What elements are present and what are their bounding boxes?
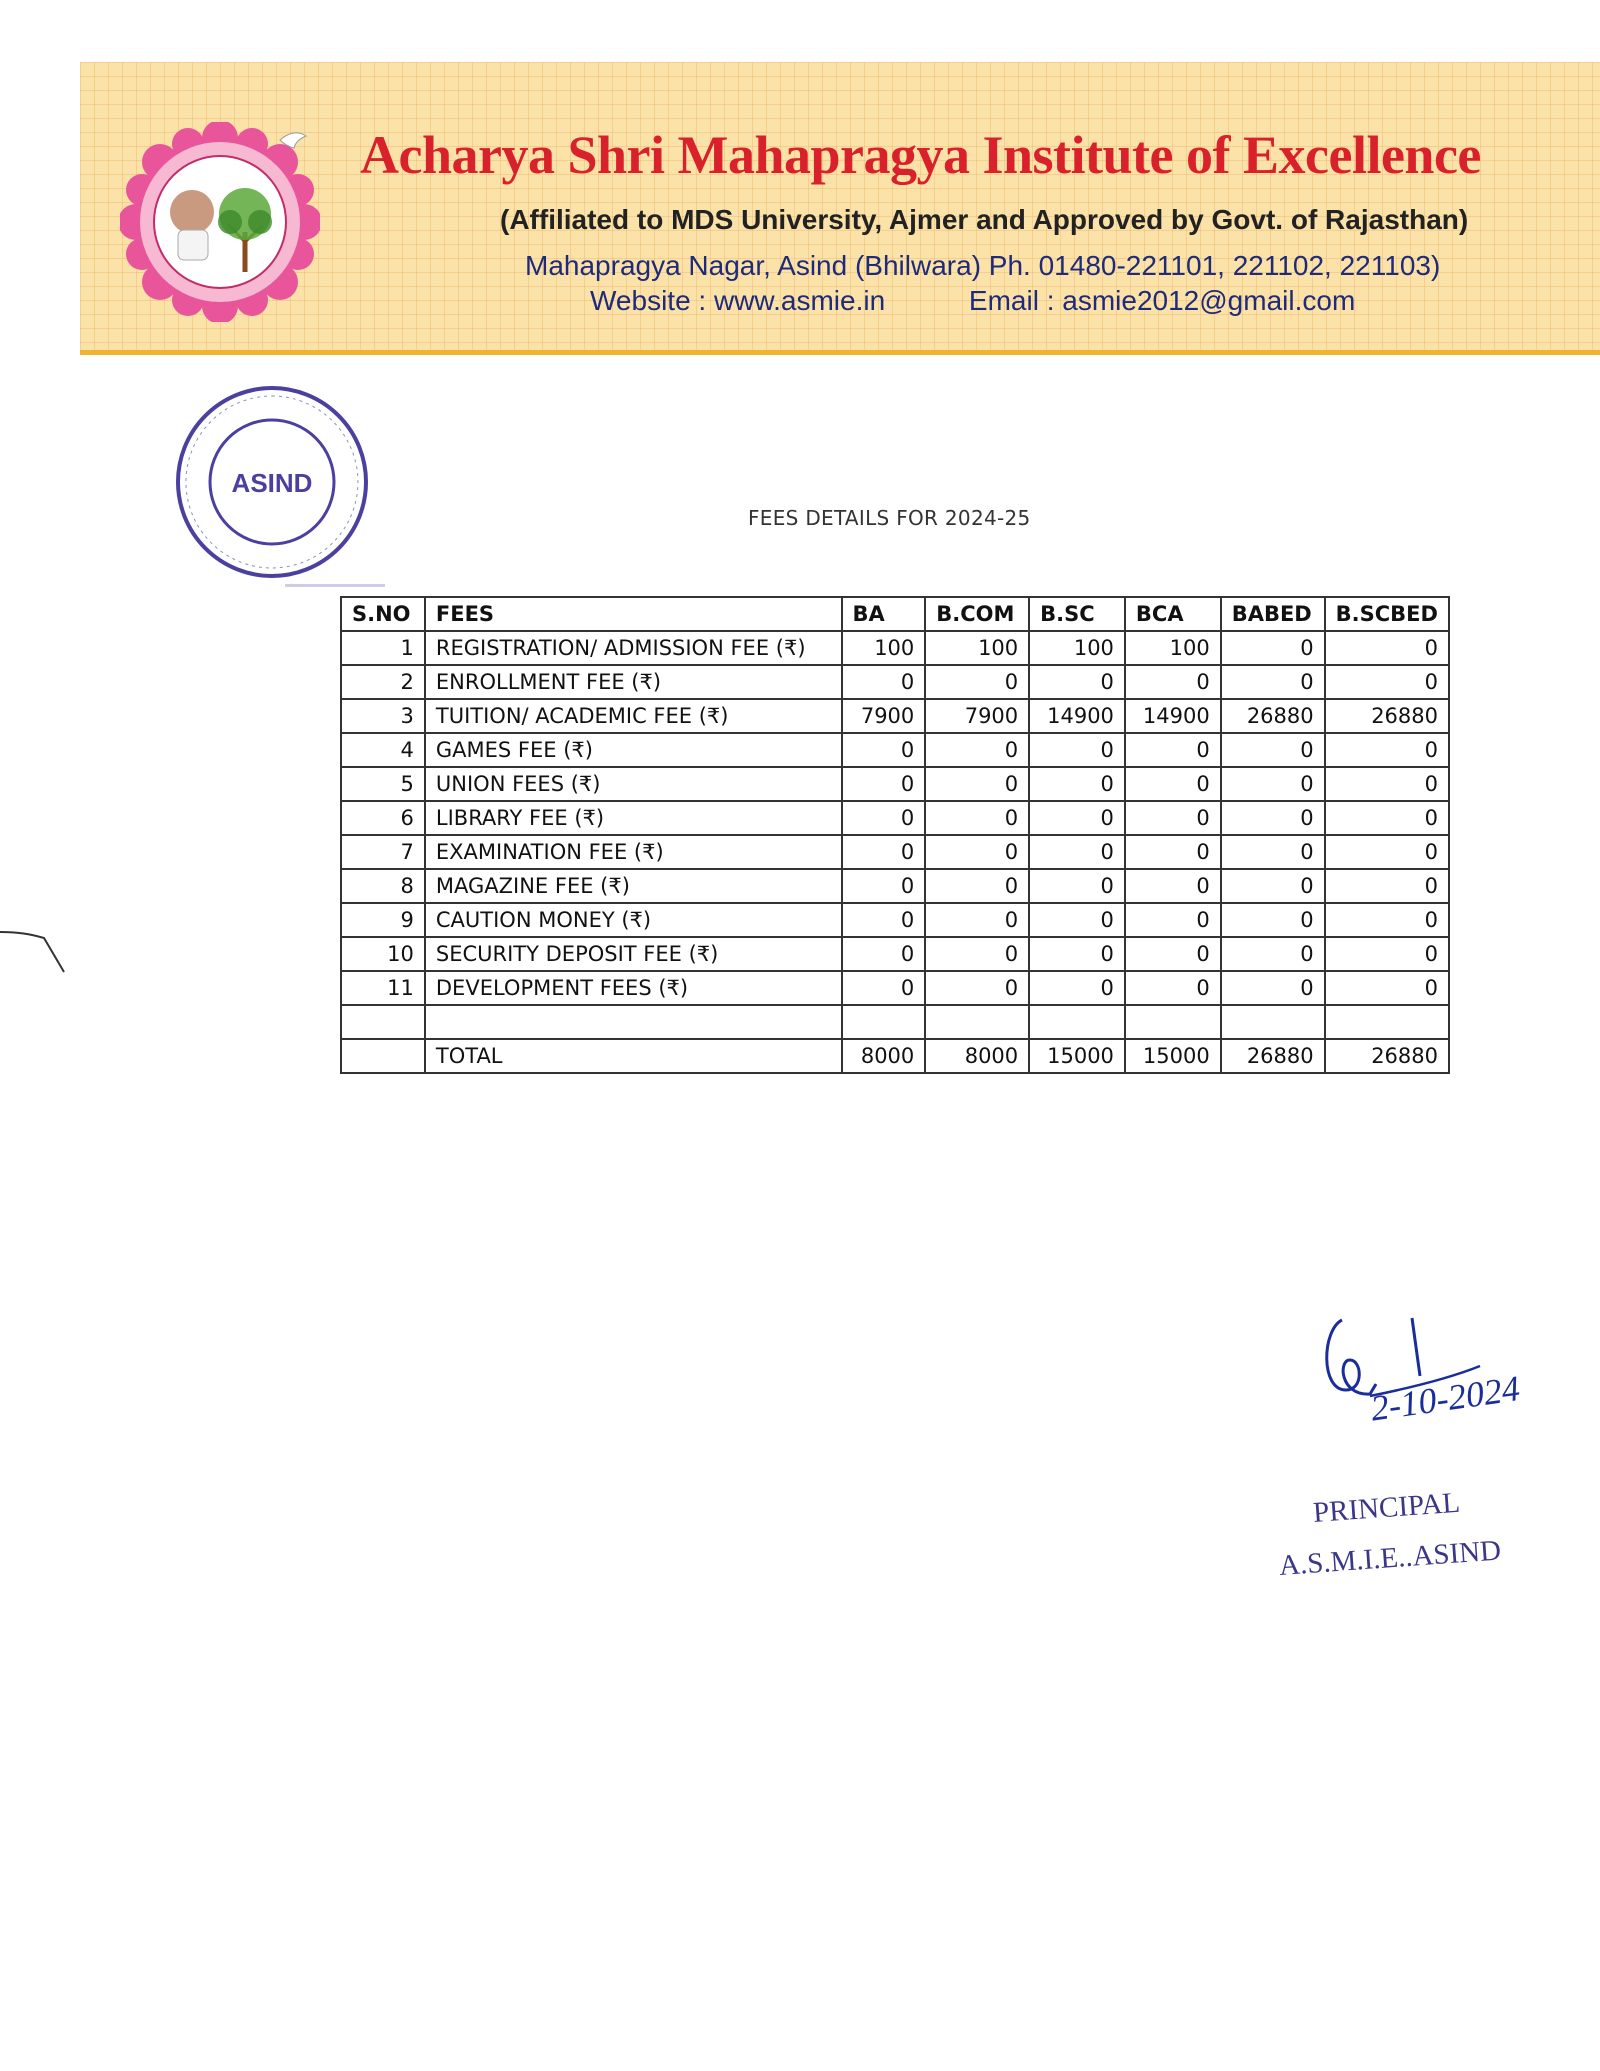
pen-stroke-mark	[0, 918, 80, 978]
header-sno: S.NO	[341, 597, 425, 631]
svg-text:ASIND: ASIND	[231, 468, 313, 498]
cell-babed: 0	[1221, 767, 1325, 801]
table-row	[341, 801, 1449, 835]
cell-bca: 0	[1125, 903, 1221, 937]
cell-bcom: 0	[925, 733, 1029, 767]
cell-bscbed: 26880	[1325, 1039, 1449, 1073]
cell-sno: 3	[341, 699, 425, 733]
header-fees: FEES	[425, 597, 842, 631]
cell-bscbed: 0	[1325, 869, 1449, 903]
cell-babed: 26880	[1221, 1039, 1325, 1073]
cell-ba: 0	[842, 835, 926, 869]
cell-bsc: 0	[1029, 733, 1125, 767]
institute-name: Acharya Shri Mahapragya Institute of Excellence	[360, 125, 1481, 185]
table-row	[341, 665, 1449, 699]
header-bcom: B.COM	[925, 597, 1029, 631]
header-babed: BABED	[1221, 597, 1325, 631]
cell-bsc: 0	[1029, 971, 1125, 1005]
cell-bcom: 0	[925, 835, 1029, 869]
cell-ba: 0	[842, 665, 926, 699]
table-row	[341, 1005, 1449, 1039]
cell-bsc: 100	[1029, 631, 1125, 665]
cell-bscbed: 0	[1325, 801, 1449, 835]
cell-bca: 0	[1125, 869, 1221, 903]
cell-ba: 100	[842, 631, 926, 665]
website-text: Website : www.asmie.in	[590, 285, 886, 316]
cell-bscbed: 0	[1325, 665, 1449, 699]
header-bca: BCA	[1125, 597, 1221, 631]
cell-bsc: 0	[1029, 835, 1125, 869]
cell-bscbed: 26880	[1325, 699, 1449, 733]
total-row	[341, 1039, 1449, 1073]
cell-bscbed: 0	[1325, 733, 1449, 767]
cell-ba: 0	[842, 767, 926, 801]
cell-fee-name: ENROLLMENT FEE (₹)	[425, 665, 842, 699]
cell-bcom: 0	[925, 801, 1029, 835]
cell-bsc: 0	[1029, 801, 1125, 835]
cell-bca: 0	[1125, 801, 1221, 835]
cell-sno	[341, 1005, 425, 1039]
cell-bca: 15000	[1125, 1039, 1221, 1073]
cell-fee-name: EXAMINATION FEE (₹)	[425, 835, 842, 869]
cell-fee-name: DEVELOPMENT FEES (₹)	[425, 971, 842, 1005]
table-row	[341, 767, 1449, 801]
cell-ba	[842, 1005, 926, 1039]
institute-logo	[120, 122, 320, 322]
cell-bca: 100	[1125, 631, 1221, 665]
cell-ba: 0	[842, 733, 926, 767]
cell-sno: 11	[341, 971, 425, 1005]
cell-bca: 0	[1125, 665, 1221, 699]
cell-sno: 7	[341, 835, 425, 869]
cell-bcom: 0	[925, 767, 1029, 801]
cell-bscbed	[1325, 1005, 1449, 1039]
fees-table	[340, 596, 1450, 1074]
header-ba: BA	[842, 597, 926, 631]
cell-bca: 0	[1125, 835, 1221, 869]
cell-bcom: 7900	[925, 699, 1029, 733]
cell-bsc: 0	[1029, 903, 1125, 937]
cell-sno	[341, 1039, 425, 1073]
cell-bcom: 8000	[925, 1039, 1029, 1073]
email-text: Email : asmie2012@gmail.com	[968, 285, 1356, 316]
cell-babed: 0	[1221, 971, 1325, 1005]
cell-bcom: 0	[925, 869, 1029, 903]
fees-heading: FEES DETAILS FOR 2024-25	[748, 506, 1031, 530]
cell-babed	[1221, 1005, 1325, 1039]
cell-fee-name: TOTAL	[425, 1039, 842, 1073]
stamp-smudge	[285, 584, 385, 587]
cell-bca: 14900	[1125, 699, 1221, 733]
header-bsc: B.SC	[1029, 597, 1125, 631]
cell-sno: 4	[341, 733, 425, 767]
cell-babed: 0	[1221, 733, 1325, 767]
cell-ba: 0	[842, 937, 926, 971]
cell-bsc: 0	[1029, 937, 1125, 971]
cell-bcom: 100	[925, 631, 1029, 665]
table-row	[341, 971, 1449, 1005]
cell-bcom: 0	[925, 665, 1029, 699]
cell-bsc: 15000	[1029, 1039, 1125, 1073]
cell-bcom: 0	[925, 971, 1029, 1005]
cell-bscbed: 0	[1325, 835, 1449, 869]
table-row	[341, 869, 1449, 903]
cell-bsc: 0	[1029, 869, 1125, 903]
table-row	[341, 631, 1449, 665]
cell-ba: 0	[842, 903, 926, 937]
header-bscbed: B.SCBED	[1325, 597, 1449, 631]
cell-bsc: 0	[1029, 767, 1125, 801]
table-row	[341, 835, 1449, 869]
cell-sno: 1	[341, 631, 425, 665]
cell-babed: 0	[1221, 631, 1325, 665]
cell-bca: 0	[1125, 733, 1221, 767]
affiliation-line: (Affiliated to MDS University, Ajmer and Approved by Govt. of Rajasthan)	[500, 204, 1469, 235]
cell-bcom: 0	[925, 903, 1029, 937]
cell-ba: 0	[842, 801, 926, 835]
cell-ba: 7900	[842, 699, 926, 733]
cell-bca: 0	[1125, 937, 1221, 971]
cell-sno: 9	[341, 903, 425, 937]
cell-bscbed: 0	[1325, 903, 1449, 937]
letterhead	[80, 62, 1600, 355]
fees-table-body	[341, 631, 1449, 1073]
cell-babed: 0	[1221, 937, 1325, 971]
contact-line	[590, 285, 1355, 317]
cell-sno: 10	[341, 937, 425, 971]
cell-ba: 8000	[842, 1039, 926, 1073]
cell-fee-name: TUITION/ ACADEMIC FEE (₹)	[425, 699, 842, 733]
cell-bcom	[925, 1005, 1029, 1039]
table-header-row	[341, 597, 1449, 631]
cell-bscbed: 0	[1325, 937, 1449, 971]
address-line: Mahapragya Nagar, Asind (Bhilwara) Ph. 01480-221101, 221102, 221103)	[525, 250, 1441, 281]
cell-bscbed: 0	[1325, 631, 1449, 665]
cell-sno: 2	[341, 665, 425, 699]
cell-ba: 0	[842, 869, 926, 903]
cell-babed: 0	[1221, 801, 1325, 835]
cell-ba: 0	[842, 971, 926, 1005]
cell-fee-name	[425, 1005, 842, 1039]
cell-fee-name: LIBRARY FEE (₹)	[425, 801, 842, 835]
cell-babed: 0	[1221, 835, 1325, 869]
cell-fee-name: UNION FEES (₹)	[425, 767, 842, 801]
cell-babed: 0	[1221, 869, 1325, 903]
cell-fee-name: REGISTRATION/ ADMISSION FEE (₹)	[425, 631, 842, 665]
cell-sno: 6	[341, 801, 425, 835]
cell-bsc: 14900	[1029, 699, 1125, 733]
principal-title: PRINCIPAL	[1312, 1486, 1462, 1529]
cell-babed: 0	[1221, 903, 1325, 937]
table-row	[341, 733, 1449, 767]
cell-bsc	[1029, 1005, 1125, 1039]
cell-bca: 0	[1125, 767, 1221, 801]
cell-sno: 5	[341, 767, 425, 801]
cell-fee-name: CAUTION MONEY (₹)	[425, 903, 842, 937]
cell-fee-name: GAMES FEE (₹)	[425, 733, 842, 767]
table-row	[341, 699, 1449, 733]
cell-bca	[1125, 1005, 1221, 1039]
cell-bscbed: 0	[1325, 767, 1449, 801]
cell-babed: 0	[1221, 665, 1325, 699]
cell-bscbed: 0	[1325, 971, 1449, 1005]
cell-bcom: 0	[925, 937, 1029, 971]
cell-bca: 0	[1125, 971, 1221, 1005]
signature-date: 2-10-2024	[1368, 1368, 1523, 1429]
cell-bsc: 0	[1029, 665, 1125, 699]
institute-stamp	[172, 382, 372, 582]
table-row	[341, 903, 1449, 937]
table-row	[341, 937, 1449, 971]
cell-babed: 26880	[1221, 699, 1325, 733]
cell-fee-name: SECURITY DEPOSIT FEE (₹)	[425, 937, 842, 971]
cell-sno: 8	[341, 869, 425, 903]
principal-organization: A.S.M.I.E..ASIND	[1278, 1534, 1503, 1582]
cell-fee-name: MAGAZINE FEE (₹)	[425, 869, 842, 903]
